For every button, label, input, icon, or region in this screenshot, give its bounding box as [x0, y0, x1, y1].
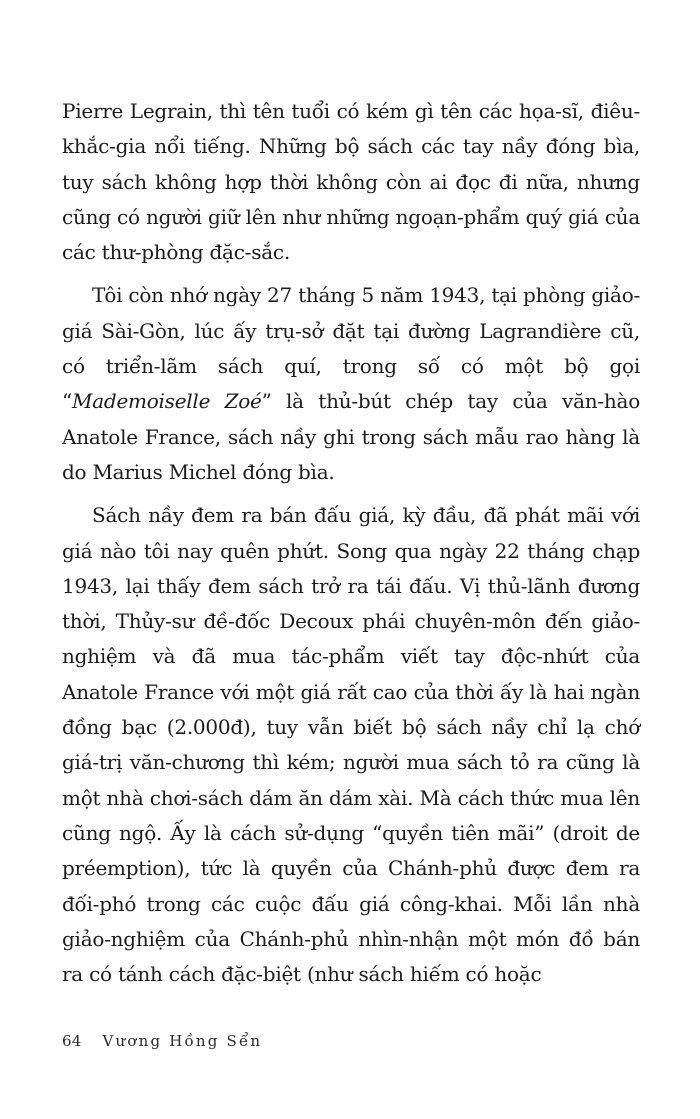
book-title-italic: Mademoiselle Zoé: [71, 389, 262, 414]
page-number: 64: [62, 1032, 82, 1050]
running-header-author: Vương Hồng Sển: [102, 1032, 263, 1050]
paragraph-1: Pierre Legrain, thì tên tuổi có kém gì tên các họa-sĩ, điêu-khắc-gia nổi tiếng. Những bộ sách các tay nầy đóng bìa, tuy sách không hợp thời không còn ai đọc đi nữa, nhưng cũng có người giữ lên như những ngoạn-phẩm quý giá của các thư-phòng đặc-sắc.: [62, 99, 640, 265]
paragraph-2-text-before: Tôi còn nhớ ngày 27 tháng 5 năm 1943, tại phòng giảo-giá Sài-Gòn, lúc ấy trụ-sở đặt tại đường Lagrandière cũ, có triển-lãm sách quí, trong số có một bộ gọi “: [62, 283, 640, 414]
paragraph-2: [62, 278, 640, 490]
paragraph-3: Sách nầy đem ra bán đấu giá, kỳ đầu, đã phát mãi với giá nào tôi nay quên phứt. Song qua ngày 22 tháng chạp 1943, lại thấy đem sách trở ra tái đấu. Vị thủ-lãnh đương thời, Thủy-sư đề-đốc Decoux phái chuyên-môn đến giảo-nghiệm và đã mua tác-phẩm viết tay độc-nhứt của Anatole France với một giá rất cao của thời ấy là hai ngàn đồng bạc (2.000đ), tuy vẫn biết bộ sách nầy chỉ lạ chớ giá-trị văn-chương thì kém; người mua sách tỏ ra cũng là một nhà chơi-sách dám ăn dám xài. Mà cách thức mua lên cũng ngộ. Ấy là cách sử-dụng “quyền tiên mãi” (droit de préemption), tức là quyền của Chánh-phủ được đem ra đối-phó trong các cuộc đấu giá công-khai. Mỗi lần nhà giảo-nghiệm của Chánh-phủ nhìn-nhận một món đồ bán ra có tánh cách đặc-biệt (như sách hiếm có hoặc: [62, 503, 640, 987]
paragraph-2-text-after: ” là thủ-bút chép tay của văn-hào Anatole France, sách nầy ghi trong sách mẫu rao hàng là do Marius Michel đóng bìa.: [62, 389, 640, 484]
page-footer: [62, 1032, 262, 1050]
page-body: [62, 94, 640, 992]
